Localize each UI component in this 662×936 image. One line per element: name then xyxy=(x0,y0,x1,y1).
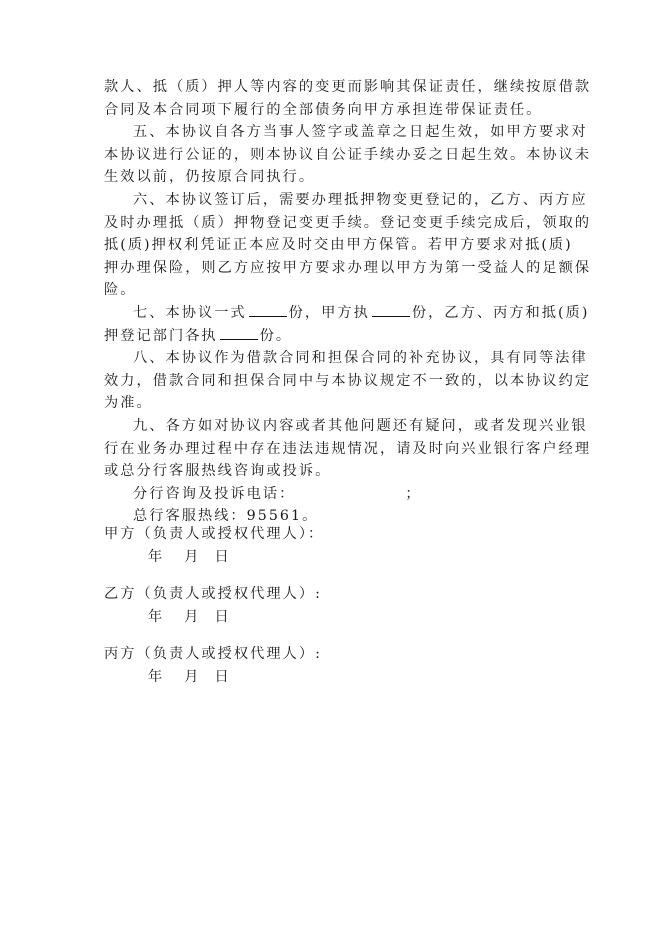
year-label: 年 xyxy=(148,668,165,685)
clause-7-text: 份，甲方执 xyxy=(288,304,370,321)
year-label: 年 xyxy=(148,548,165,565)
copies-others-blank[interactable] xyxy=(220,325,258,340)
text-line: 或总分行客服热线咨询或投诉。 xyxy=(104,463,332,480)
clause-continuation xyxy=(104,76,592,121)
month-label: 月 xyxy=(184,548,201,565)
day-label: 日 xyxy=(214,548,231,565)
clause-7-text: 押登记部门各执 xyxy=(104,327,218,344)
text-line xyxy=(104,325,562,348)
clause-7-text: 份。 xyxy=(259,327,293,344)
day-label: 日 xyxy=(214,668,231,685)
signature-party-a xyxy=(104,523,324,568)
text-line: 为准。 xyxy=(104,395,153,412)
text-line: 险。 xyxy=(104,282,137,299)
text-line: 抵(质)押权利凭证正本应及时交由甲方保管。若甲方要求对抵(质) xyxy=(104,237,573,254)
clause-7 xyxy=(104,302,590,347)
text-line: 行在业务办理过程中存在违法违规情况，请及时向兴业银行客户经理 xyxy=(104,440,592,457)
clause-6 xyxy=(104,189,592,302)
clause-8 xyxy=(104,347,592,415)
clause-9 xyxy=(104,415,592,483)
punctuation: ； xyxy=(405,485,422,502)
text-line: 款人、抵（质）押人等内容的变更而影响其保证责任，继续按原借款 xyxy=(104,79,592,95)
signature-date xyxy=(104,546,324,569)
text-line: 六、本协议签订后，需要办理抵押物变更登记的，乙方、丙方应 xyxy=(133,191,588,208)
clause-7-text: 七、本协议一式 xyxy=(133,304,247,321)
text-line xyxy=(104,302,590,325)
signature-date xyxy=(104,666,322,689)
text-line: 生效以前，仍按原合同执行。 xyxy=(104,169,316,186)
month-label: 月 xyxy=(184,668,201,685)
branch-phone-label: 分行咨询及投诉电话： xyxy=(133,485,296,502)
text-line: 九、各方如对协议内容或者其他问题还有疑问，或者发现兴业银 xyxy=(133,417,588,434)
party-a-label: 甲方（负责人或授权代理人）： xyxy=(104,526,325,542)
text-line: 八、本协议作为借款合同和担保合同的补充协议，具有同等法律 xyxy=(133,350,588,367)
text-line: 五、本协议自各方当事人签字或盖章之日起生效，如甲方要求对 xyxy=(133,124,588,141)
text-line: 本协议进行公证的，则本协议自公证手续办妥之日起生效。本协议未 xyxy=(104,146,592,163)
contact-info xyxy=(104,483,562,528)
punctuation: 。 xyxy=(302,508,319,525)
text-line: 押办理保险，则乙方应按甲方要求办理以甲方为第一受益人的足额保 xyxy=(104,259,592,276)
text-line: 合同及本合同项下履行的全部债务向甲方承担连带保证责任。 xyxy=(104,101,543,118)
signature-date xyxy=(104,606,322,629)
text-line: 及时办理抵（质）押物登记变更手续。登记变更手续完成后，领取的 xyxy=(104,214,592,231)
day-label: 日 xyxy=(214,608,231,625)
copies-total-blank[interactable] xyxy=(249,302,287,317)
document-body xyxy=(104,76,592,528)
copies-party-a-blank[interactable] xyxy=(372,302,410,317)
text-line: 效力，借款合同和担保合同中与本协议规定不一致的，以本协议约定 xyxy=(104,372,592,389)
signature-party-c xyxy=(104,643,322,688)
clause-7-text: 份，乙方、丙方和抵(质) xyxy=(411,304,590,321)
branch-phone-line xyxy=(104,483,562,506)
hq-hotline-value: 95561 xyxy=(246,508,303,525)
month-label: 月 xyxy=(184,608,201,625)
hq-hotline-label: 总行客服热线： xyxy=(133,508,247,525)
party-b-label: 乙方（负责人或授权代理人）: xyxy=(104,586,322,602)
signature-party-b xyxy=(104,583,322,628)
clause-5 xyxy=(104,121,592,189)
year-label: 年 xyxy=(148,608,165,625)
party-c-label: 丙方（负责人或授权代理人）: xyxy=(104,646,322,662)
